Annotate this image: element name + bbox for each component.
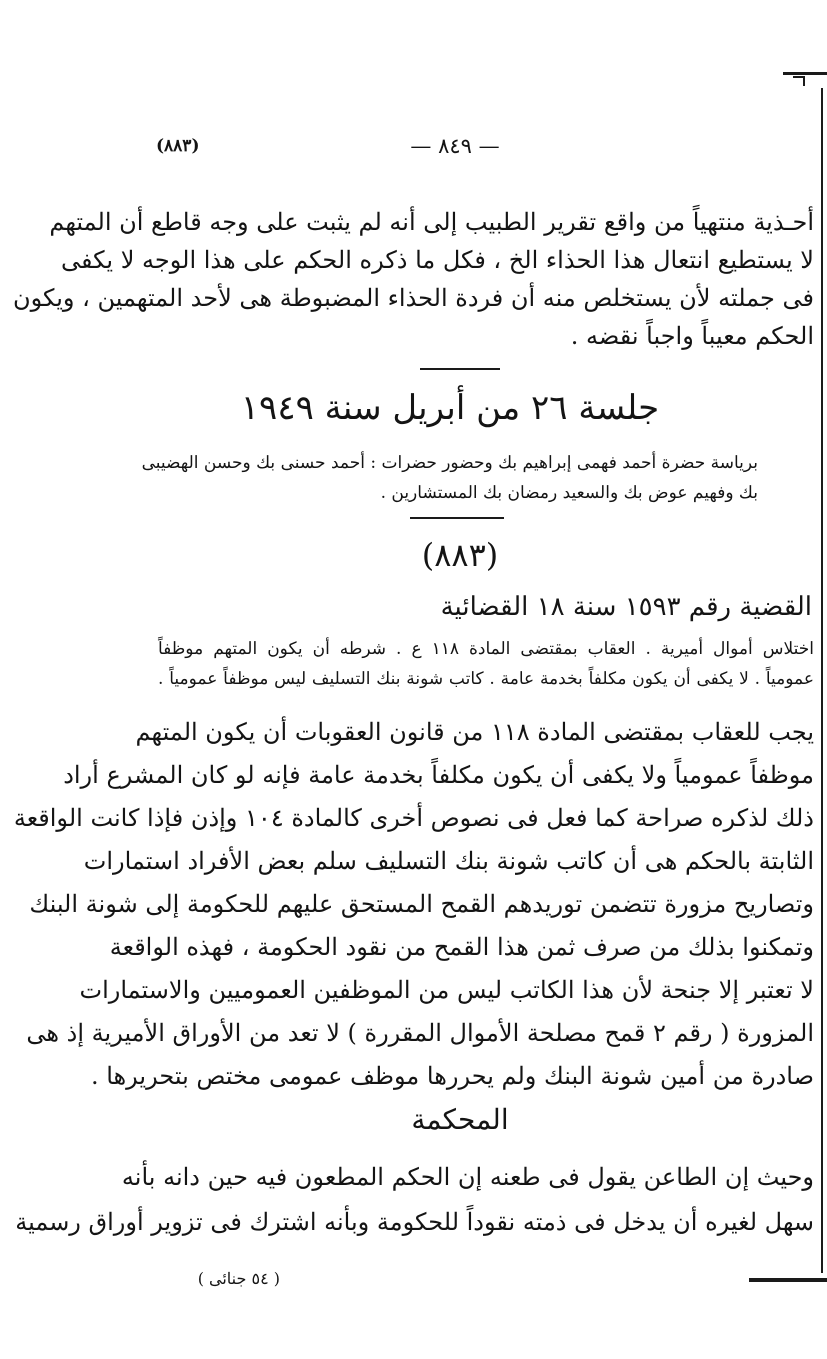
summary-line: اختلاس أموال أميرية . العقاب بمقتضى المادة ١١٨ ع . شرطه أن يكون المتهم موظفاً (158, 639, 814, 659)
binding-edge-top (783, 72, 827, 75)
presidency-line: برياسة حضرة أحمد فهمى إبراهيم بك وحضور حضرات : أحمد حسنى بك وحسن الهضيبى (141, 453, 758, 473)
intro-line: أحـذية منتهياً من واقع تقرير الطبيب إلى أنه لم يثبت على وجه قاطع أن المتهم (49, 208, 814, 236)
principle-line: وتصاريح مزورة تتضمن توريدهم القمح المستحق عليهم للحكومة إلى شونة البنك (29, 890, 814, 918)
divider (420, 368, 500, 370)
principle-line: المزورة ( رقم ٢ قمح مصلحة الأموال المقررة ) لا تعد من الأوراق الأميرية إذ هى (26, 1019, 814, 1047)
binding-edge (821, 88, 823, 1273)
divider (410, 517, 504, 519)
principle-line: موظفاً عمومياً ولا يكفى أن يكون مكلفاً بخدمة عامة فإنه لو كان المشرع أراد (63, 761, 814, 789)
intro-line: لا يستطيع انتعال هذا الحذاء الخ ، فكل ما ذكره الحكم على هذا الوجه لا يكفى (61, 246, 814, 274)
binding-edge-hook (793, 76, 805, 86)
page-number: — ٨٤٩ — (410, 134, 500, 158)
header-case-reference: (٨٨٣) (156, 136, 200, 156)
footer-signature: ( ٥٤ جنائى ) (197, 1269, 280, 1288)
principle-line: لا تعتبر إلا جنحة لأن هذا الكاتب ليس من الموظفين العموميين والاستمارات (79, 976, 814, 1004)
intro-paragraph (12, 205, 814, 354)
principle-line: يجب للعقاب بمقتضى المادة ١١٨ من قانون العقوبات أن يكون المتهم (135, 718, 814, 746)
presidency-note (141, 450, 758, 507)
court-reasoning (15, 1160, 814, 1240)
ruling-number: (٨٨٣) (421, 536, 499, 574)
case-title: القضية رقم ١٥٩٣ سنة ١٨ القضائية (440, 592, 812, 622)
court-heading: المحكمة (411, 1103, 509, 1136)
session-title: جلسة ٢٦ من أبريل سنة ١٩٤٩ (240, 388, 660, 428)
intro-line: فى جملته لأن يستخلص منه أن فردة الحذاء المضبوطة هى لأحد المتهمين ، ويكون (12, 284, 814, 312)
principle-line: الثابتة بالحكم هى أن كاتب شونة بنك التسليف سلم بعض الأفراد استمارات (83, 847, 814, 875)
legal-principle (13, 715, 814, 1094)
court-line: وحيث إن الطاعن يقول فى طعنه إن الحكم المطعون فيه حين دانه بأنه (121, 1163, 814, 1191)
summary-line: عمومياً . لا يكفى أن يكون مكلفاً بخدمة عامة . كاتب شونة بنك التسليف ليس موظفاً عمومياً . (158, 669, 814, 689)
principle-line: ذلك لذكره صراحة كما فعل فى نصوص أخرى كالمادة ١٠٤ وإذن فإذا كانت الواقعة (13, 804, 814, 832)
intro-line: الحكم معيباً واجباً نقضه . (570, 322, 814, 350)
case-summary (158, 636, 814, 693)
court-line: سهل لغيره أن يدخل فى ذمته نقوداً للحكومة وبأنه اشترك فى تزوير أوراق رسمية (15, 1208, 814, 1236)
principle-line: وتمكنوا بذلك من صرف ثمن هذا القمح من نقود الحكومة ، فهذه الواقعة (109, 933, 814, 961)
binding-edge-bottom (749, 1278, 827, 1282)
principle-line: صادرة من أمين شونة البنك ولم يحررها موظف عمومى مختص بتحريرها . (90, 1062, 814, 1090)
presidency-line: بك وفهيم عوض بك والسعيد رمضان بك المستشارين . (380, 483, 758, 503)
